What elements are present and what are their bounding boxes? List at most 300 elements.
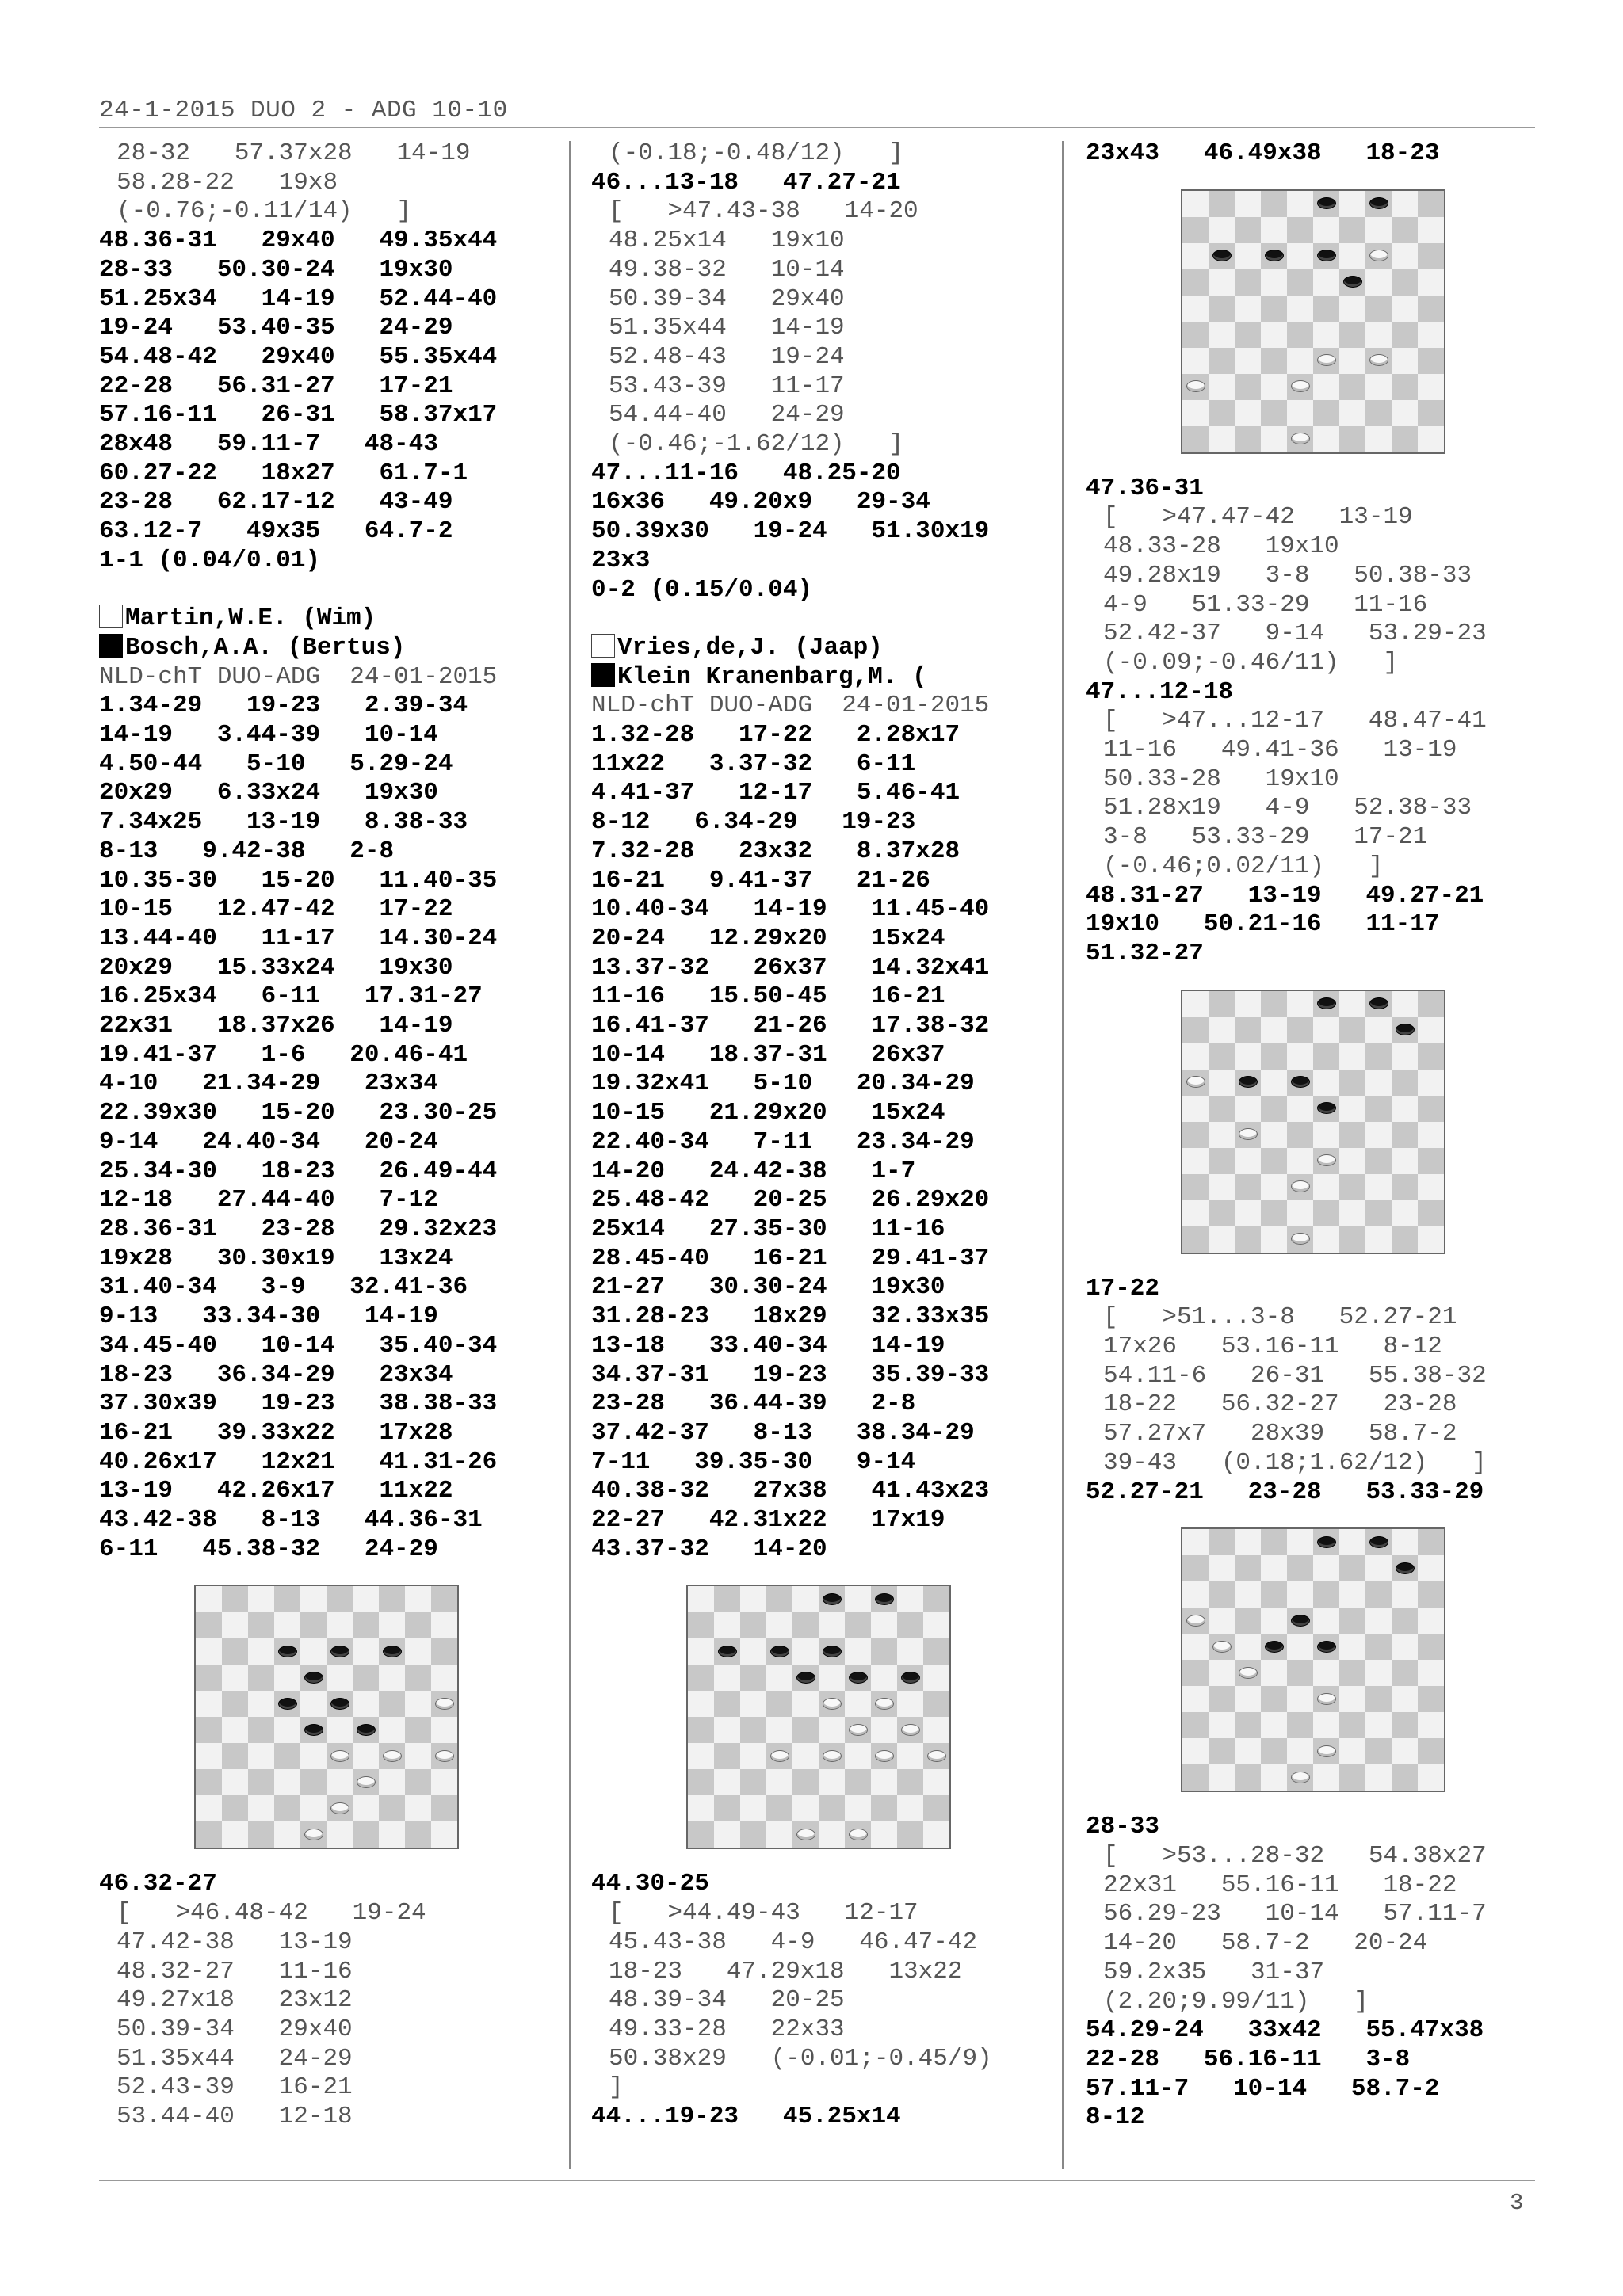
light-square xyxy=(1287,348,1313,374)
dark-square xyxy=(1261,348,1287,374)
game-moves: 50.39x30 19-24 51.30x19 xyxy=(591,517,990,546)
game-moves: 8-13 9.42-38 2-8 xyxy=(99,837,395,865)
page-header: 24-1-2015 DUO 2 - ADG 10-10 xyxy=(99,97,508,124)
dark-square xyxy=(1235,1070,1261,1096)
game-moves: 23-28 36.44-39 2-8 xyxy=(591,1390,916,1418)
dark-square xyxy=(1182,1712,1209,1738)
dark-square xyxy=(274,1638,300,1665)
dark-square xyxy=(248,1612,274,1638)
dark-square xyxy=(1392,1712,1418,1738)
light-square xyxy=(1365,1122,1392,1148)
light-square xyxy=(1313,1174,1339,1200)
dark-square xyxy=(792,1665,819,1691)
dark-square xyxy=(740,1612,766,1638)
dark-square xyxy=(1392,217,1418,243)
dark-square xyxy=(300,1665,327,1691)
light-square xyxy=(1392,348,1418,374)
light-square xyxy=(1182,1738,1209,1764)
dark-square xyxy=(1365,1148,1392,1174)
game-moves: 48.36-31 29x40 49.35x44 xyxy=(99,227,498,255)
dark-square xyxy=(1339,1764,1365,1791)
game-moves: 8-12 6.34-29 19-23 xyxy=(591,808,916,837)
dark-square xyxy=(353,1717,379,1743)
player-white xyxy=(99,605,567,634)
dark-square xyxy=(845,1717,871,1743)
dark-square xyxy=(1182,1017,1209,1043)
light-square xyxy=(431,1612,457,1638)
light-square xyxy=(196,1638,222,1665)
light-square xyxy=(1261,1608,1287,1634)
analysis-line: (-0.46;0.02/11) ] xyxy=(1103,852,1384,880)
dark-square xyxy=(196,1717,222,1743)
light-square xyxy=(897,1586,923,1612)
game-moves: 13.44-40 11-17 14.30-24 xyxy=(99,924,498,952)
dark-square xyxy=(1313,191,1339,217)
light-square xyxy=(196,1743,222,1769)
black-piece xyxy=(1239,1076,1258,1088)
light-square xyxy=(274,1769,300,1795)
game-moves: 57.16-11 26-31 58.37x17 xyxy=(99,401,498,429)
light-square xyxy=(1392,243,1418,269)
black-piece xyxy=(304,1724,323,1736)
dark-square xyxy=(1209,1200,1235,1226)
player-name: Klein Kranenbarg,M. ( xyxy=(617,662,927,691)
light-square xyxy=(1392,1634,1418,1660)
light-square xyxy=(1287,1148,1313,1174)
light-square xyxy=(1182,1529,1209,1555)
light-square xyxy=(1287,243,1313,269)
dark-square xyxy=(740,1717,766,1743)
light-square xyxy=(1313,1226,1339,1253)
analysis-line: 3-8 53.33-29 17-21 xyxy=(1103,823,1428,852)
dark-square xyxy=(1313,243,1339,269)
dark-square xyxy=(714,1795,740,1821)
game-moves: 4-10 21.34-29 23x34 xyxy=(99,1070,438,1098)
light-square xyxy=(1261,1712,1287,1738)
game-moves: 57.11-7 10-14 58.7-2 xyxy=(1086,2074,1440,2103)
column-divider xyxy=(1062,141,1064,2169)
white-piece xyxy=(1239,1667,1258,1679)
draughts-board xyxy=(1181,990,1445,1254)
dark-square xyxy=(1209,400,1235,426)
game-moves: 20x29 15.33x24 19x30 xyxy=(99,953,453,982)
white-piece xyxy=(1317,1693,1336,1705)
dark-square xyxy=(1418,1043,1444,1070)
white-piece xyxy=(1317,1154,1336,1166)
light-square xyxy=(1339,1634,1365,1660)
dark-square xyxy=(1365,1096,1392,1122)
dark-square xyxy=(1182,322,1209,348)
dark-square xyxy=(300,1769,327,1795)
black-piece xyxy=(304,1672,323,1684)
light-square xyxy=(1287,991,1313,1017)
light-square xyxy=(300,1691,327,1717)
light-square xyxy=(845,1795,871,1821)
light-square xyxy=(1365,1070,1392,1096)
dark-square xyxy=(1235,374,1261,400)
black-piece xyxy=(823,1593,842,1605)
light-square xyxy=(1209,1122,1235,1148)
dark-square xyxy=(792,1769,819,1795)
black-piece xyxy=(1317,1536,1336,1548)
dark-square xyxy=(845,1769,871,1795)
light-square xyxy=(740,1795,766,1821)
dark-square xyxy=(766,1691,792,1717)
light-square xyxy=(819,1612,845,1638)
light-square xyxy=(1313,1764,1339,1791)
dark-square xyxy=(1313,1581,1339,1608)
dark-square xyxy=(1339,1555,1365,1581)
dark-square xyxy=(1365,348,1392,374)
light-square xyxy=(1287,191,1313,217)
dark-square xyxy=(222,1795,248,1821)
dark-square xyxy=(1209,1529,1235,1555)
light-square xyxy=(766,1665,792,1691)
dark-square xyxy=(300,1821,327,1848)
game-moves: 22-27 42.31x22 17x19 xyxy=(591,1506,945,1535)
white-piece xyxy=(901,1724,920,1736)
white-square-icon xyxy=(591,634,615,658)
dark-square xyxy=(300,1717,327,1743)
light-square xyxy=(248,1638,274,1665)
light-square xyxy=(923,1717,949,1743)
game-moves: 10-15 21.29x20 15x24 xyxy=(591,1099,945,1127)
dark-square xyxy=(1209,1043,1235,1070)
black-piece xyxy=(383,1646,402,1657)
dark-square xyxy=(1313,1148,1339,1174)
light-square xyxy=(1235,1200,1261,1226)
light-square xyxy=(1392,1043,1418,1070)
light-square xyxy=(1209,374,1235,400)
dark-square xyxy=(766,1638,792,1665)
game-moves: 16.41-37 21-26 17.38-32 xyxy=(591,1012,990,1040)
light-square xyxy=(1339,348,1365,374)
light-square xyxy=(1235,1096,1261,1122)
light-square xyxy=(1392,1738,1418,1764)
dark-square xyxy=(792,1717,819,1743)
page-number: 3 xyxy=(1510,2190,1524,2216)
game-moves: 34.37-31 19-23 35.39-33 xyxy=(591,1360,990,1389)
game-moves: 22.39x30 15-20 23.30-25 xyxy=(99,1099,498,1127)
light-square xyxy=(819,1821,845,1848)
dark-square xyxy=(1339,1226,1365,1253)
light-square xyxy=(1313,1712,1339,1738)
dark-square xyxy=(1313,400,1339,426)
light-square xyxy=(766,1769,792,1795)
analysis-line: 51.28x19 4-9 52.38-33 xyxy=(1103,794,1472,822)
light-square xyxy=(222,1717,248,1743)
dark-square xyxy=(1339,1712,1365,1738)
light-square xyxy=(1392,1200,1418,1226)
light-square xyxy=(1235,991,1261,1017)
dark-square xyxy=(923,1743,949,1769)
dark-square xyxy=(1182,1555,1209,1581)
light-square xyxy=(871,1821,897,1848)
light-square xyxy=(405,1586,431,1612)
dark-square xyxy=(740,1665,766,1691)
light-square xyxy=(1235,1686,1261,1712)
light-square xyxy=(845,1743,871,1769)
black-piece xyxy=(330,1646,349,1657)
dark-square xyxy=(1339,1174,1365,1200)
dark-square xyxy=(1261,1634,1287,1660)
dark-square xyxy=(1261,1686,1287,1712)
light-square xyxy=(1182,1200,1209,1226)
dark-square xyxy=(1235,217,1261,243)
dark-square xyxy=(1287,1712,1313,1738)
light-square xyxy=(248,1743,274,1769)
game-moves: 21-27 30.30-24 19x30 xyxy=(591,1273,945,1302)
dark-square xyxy=(766,1795,792,1821)
light-square xyxy=(1392,191,1418,217)
dark-square xyxy=(1235,1017,1261,1043)
light-square xyxy=(897,1743,923,1769)
light-square xyxy=(1313,217,1339,243)
light-square xyxy=(1182,1043,1209,1070)
white-piece xyxy=(1369,250,1388,261)
light-square xyxy=(196,1586,222,1612)
dark-square xyxy=(248,1769,274,1795)
analysis-line: 18-23 47.29x18 13x22 xyxy=(609,1957,963,1985)
game-moves: 25x14 27.35-30 11-16 xyxy=(591,1215,945,1243)
black-piece xyxy=(1265,250,1284,261)
dark-square xyxy=(1182,269,1209,296)
light-square xyxy=(923,1612,949,1638)
light-square xyxy=(1313,269,1339,296)
light-square xyxy=(196,1691,222,1717)
dark-square xyxy=(1209,243,1235,269)
black-piece xyxy=(1291,1076,1310,1088)
dark-square xyxy=(1182,374,1209,400)
white-piece xyxy=(1291,1233,1310,1245)
dark-square xyxy=(1339,1070,1365,1096)
light-square xyxy=(1313,1660,1339,1686)
light-square xyxy=(1287,1043,1313,1070)
light-square xyxy=(1313,374,1339,400)
game-moves: 19.41-37 1-6 20.46-41 xyxy=(99,1040,468,1069)
analysis-line: ] xyxy=(609,2073,624,2102)
dark-square xyxy=(1209,1686,1235,1712)
light-square xyxy=(1235,1529,1261,1555)
dark-square xyxy=(1182,1608,1209,1634)
light-square xyxy=(1339,1148,1365,1174)
game-moves: 14-20 24.42-38 1-7 xyxy=(591,1157,916,1185)
analysis-line: 51.35x44 14-19 xyxy=(609,314,845,342)
dark-square xyxy=(1261,1148,1287,1174)
analysis-line: 52.48-43 19-24 xyxy=(609,342,845,371)
light-square xyxy=(1182,191,1209,217)
light-square xyxy=(714,1821,740,1848)
dark-square xyxy=(196,1821,222,1848)
light-square xyxy=(740,1743,766,1769)
game-moves: 13-18 33.40-34 14-19 xyxy=(591,1331,945,1360)
dark-square xyxy=(1365,243,1392,269)
dark-square xyxy=(405,1665,431,1691)
dark-square xyxy=(248,1717,274,1743)
light-square xyxy=(1182,296,1209,322)
light-square xyxy=(222,1612,248,1638)
dark-square xyxy=(431,1743,457,1769)
game-moves: 47.36-31 xyxy=(1086,474,1204,502)
light-square xyxy=(1313,1608,1339,1634)
game-moves: 37.42-37 8-13 38.34-29 xyxy=(591,1418,975,1447)
game-moves: 22-28 56.16-11 3-8 xyxy=(1086,2045,1411,2073)
dark-square xyxy=(222,1638,248,1665)
game-moves: 43.42-38 8-13 44.36-31 xyxy=(99,1506,483,1535)
analysis-line: 50.33-28 19x10 xyxy=(1103,765,1339,793)
dark-square xyxy=(379,1795,405,1821)
dark-square xyxy=(1209,1096,1235,1122)
light-square xyxy=(1287,1738,1313,1764)
board-diagram xyxy=(1181,189,1553,454)
dark-square xyxy=(1418,991,1444,1017)
light-square xyxy=(1418,1226,1444,1253)
light-square xyxy=(1418,322,1444,348)
column-divider xyxy=(569,141,571,2169)
analysis-line: 17x26 53.16-11 8-12 xyxy=(1103,1333,1442,1361)
dark-square xyxy=(274,1743,300,1769)
light-square xyxy=(1182,991,1209,1017)
dark-square xyxy=(405,1821,431,1848)
game-moves: 47...11-16 48.25-20 xyxy=(591,459,901,487)
game-moves: 7-11 39.35-30 9-14 xyxy=(591,1447,916,1476)
dark-square xyxy=(353,1665,379,1691)
light-square xyxy=(1313,1555,1339,1581)
light-square xyxy=(871,1717,897,1743)
game-moves: 16.25x34 6-11 17.31-27 xyxy=(99,982,483,1011)
dark-square xyxy=(766,1586,792,1612)
game-moves: 1.32-28 17-22 2.28x17 xyxy=(591,721,960,749)
light-square xyxy=(1418,1070,1444,1096)
dark-square xyxy=(248,1665,274,1691)
light-square xyxy=(327,1821,353,1848)
black-piece xyxy=(796,1672,815,1684)
game-moves: 19.32x41 5-10 20.34-29 xyxy=(591,1070,975,1098)
dark-square xyxy=(1392,1122,1418,1148)
light-square xyxy=(1365,1017,1392,1043)
light-square xyxy=(1261,1017,1287,1043)
white-piece xyxy=(1186,380,1205,392)
dark-square xyxy=(1418,1686,1444,1712)
dark-square xyxy=(1209,991,1235,1017)
light-square xyxy=(688,1638,714,1665)
light-square xyxy=(300,1795,327,1821)
dark-square xyxy=(1261,296,1287,322)
analysis-line: 52.42-37 9-14 53.29-23 xyxy=(1103,620,1487,648)
black-piece xyxy=(849,1672,868,1684)
light-square xyxy=(1418,1174,1444,1200)
dark-square xyxy=(1235,1226,1261,1253)
black-piece xyxy=(1369,197,1388,209)
game-moves: 13.37-32 26x37 14.32x41 xyxy=(591,953,990,982)
light-square xyxy=(819,1769,845,1795)
light-square xyxy=(1313,1070,1339,1096)
white-piece xyxy=(770,1750,789,1762)
light-square xyxy=(1392,1581,1418,1608)
analysis-line: 48.32-27 11-16 xyxy=(116,1957,353,1985)
light-square xyxy=(300,1743,327,1769)
game-moves: 44...19-23 45.25x14 xyxy=(591,2103,901,2131)
game-moves: 48.31-27 13-19 49.27-21 xyxy=(1086,881,1484,910)
game-moves: 25.48-42 20-25 26.29x20 xyxy=(591,1186,990,1215)
dark-square xyxy=(1392,426,1418,452)
board-diagram xyxy=(686,1585,1059,1849)
light-square xyxy=(1365,1555,1392,1581)
dark-square xyxy=(1339,217,1365,243)
light-square xyxy=(1209,1226,1235,1253)
dark-square xyxy=(222,1586,248,1612)
light-square xyxy=(274,1665,300,1691)
game-moves: 14-19 3.44-39 10-14 xyxy=(99,721,438,749)
game-moves: 22-28 56.31-27 17-21 xyxy=(99,372,453,400)
light-square xyxy=(379,1769,405,1795)
light-square xyxy=(1182,1096,1209,1122)
dark-square xyxy=(1287,1122,1313,1148)
dark-square xyxy=(1418,1738,1444,1764)
game-moves: 47...12-18 xyxy=(1086,677,1234,706)
dark-square xyxy=(1261,1096,1287,1122)
light-square xyxy=(248,1586,274,1612)
black-piece xyxy=(1265,1641,1284,1653)
game-moves: 7.34x25 13-19 8.38-33 xyxy=(99,808,468,837)
game-moves: 22x31 18.37x26 14-19 xyxy=(99,1012,453,1040)
dark-square xyxy=(1392,322,1418,348)
dark-square xyxy=(845,1665,871,1691)
black-piece xyxy=(330,1698,349,1710)
dark-square xyxy=(1365,1581,1392,1608)
analysis-line: 11-16 49.41-36 13-19 xyxy=(1103,736,1457,765)
black-piece xyxy=(901,1672,920,1684)
white-piece xyxy=(1369,354,1388,366)
light-square xyxy=(1313,322,1339,348)
column-3 xyxy=(1086,139,1553,2133)
dark-square xyxy=(1365,1043,1392,1070)
game-moves: 19-24 53.40-35 24-29 xyxy=(99,314,453,342)
dark-square xyxy=(1339,1608,1365,1634)
light-square xyxy=(1209,1712,1235,1738)
dark-square xyxy=(1209,1738,1235,1764)
analysis-line: (-0.09;-0.46/11) ] xyxy=(1103,648,1399,677)
dark-square xyxy=(1392,1764,1418,1791)
dark-square xyxy=(1392,1608,1418,1634)
dark-square xyxy=(327,1691,353,1717)
black-piece xyxy=(1212,250,1232,261)
white-piece xyxy=(304,1829,323,1840)
light-square xyxy=(300,1638,327,1665)
dark-square xyxy=(1339,374,1365,400)
light-square xyxy=(1261,1226,1287,1253)
analysis-line: 54.44-40 24-29 xyxy=(609,401,845,429)
light-square xyxy=(1209,217,1235,243)
dark-square xyxy=(1287,1070,1313,1096)
white-piece xyxy=(1186,1076,1205,1088)
dark-square xyxy=(1235,426,1261,452)
light-square xyxy=(897,1795,923,1821)
dark-square xyxy=(353,1821,379,1848)
dark-square xyxy=(845,1821,871,1848)
black-piece xyxy=(1317,997,1336,1009)
game-moves: 22.40-34 7-11 23.34-29 xyxy=(591,1127,975,1156)
white-piece xyxy=(1291,1180,1310,1192)
game-moves: 7.32-28 23x32 8.37x28 xyxy=(591,837,960,865)
light-square xyxy=(1365,1712,1392,1738)
player-black xyxy=(591,663,1059,692)
light-square xyxy=(1261,1070,1287,1096)
dark-square xyxy=(1287,1017,1313,1043)
light-square xyxy=(1365,322,1392,348)
white-piece xyxy=(823,1698,842,1710)
dark-square xyxy=(1287,1174,1313,1200)
